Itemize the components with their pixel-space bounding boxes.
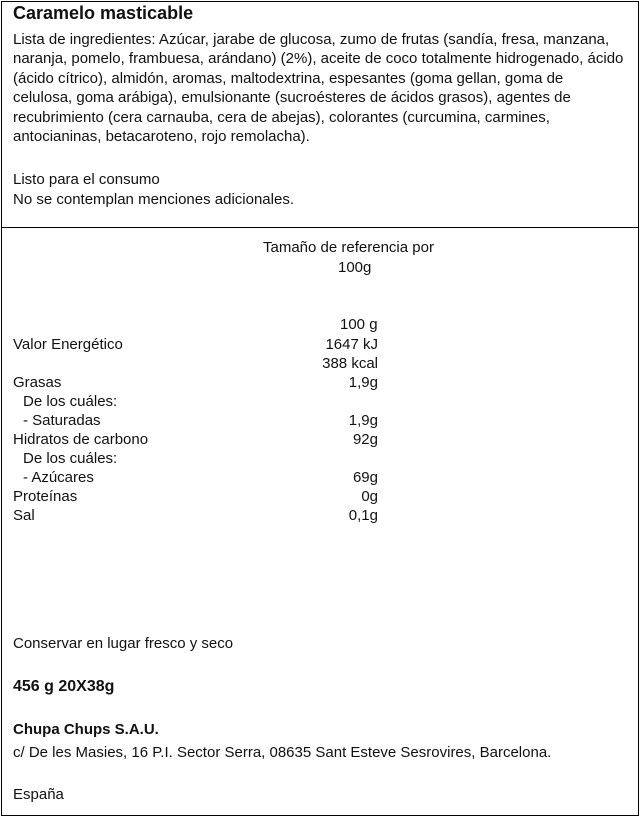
nutrient-label-protein: Proteínas bbox=[13, 488, 78, 505]
reference-size-label: Tamaño de referencia por bbox=[263, 239, 434, 256]
ingredients-list: Lista de ingredientes: Azúcar, jarabe de glucosa, zumo de frutas (sandía, fresa, manzana, naranja, pomelo, frambuesa, arándano) (2%), aceite de coco totalmente hidrogenado, ácido (ácido cítrico), almidón, aromas, maltodextrina, espesantes (goma gellan, goma de celulosa, goma arábiga), emulsionante (sucroésteres de ácidos grasos), agentes de recubrimiento (cera carnauba, cera de abejas), colorantes (curcumina, carmines, antocianinas, betacaroteno, rojo remolacha). bbox=[13, 31, 624, 146]
company-name: Chupa Chups S.A.U. bbox=[13, 721, 159, 738]
net-quantity: 456 g 20X38g bbox=[13, 678, 115, 695]
nutrient-label-salt: Sal bbox=[13, 507, 35, 524]
nutrient-value-sugars: 69g bbox=[352, 469, 378, 486]
nutrient-label-fat: Grasas bbox=[13, 374, 62, 391]
reference-size-unit: 100g bbox=[338, 259, 372, 276]
nutrient-value-fat: 1,9g bbox=[348, 374, 378, 391]
nutrient-value-saturated: 1,9g bbox=[348, 412, 378, 429]
nutrient-label-saturated: - Saturadas bbox=[23, 412, 101, 429]
nutrient-sublabel-fat: De los cuáles: bbox=[23, 393, 118, 410]
nutrient-label-carbohydrates: Hidratos de carbono bbox=[13, 431, 149, 448]
country-of-origin: España bbox=[13, 786, 64, 803]
nutrient-value-carbohydrates: 92g bbox=[352, 431, 378, 448]
product-title: Caramelo masticable bbox=[13, 3, 194, 23]
additional-mentions-note: No se contemplan menciones adicionales. bbox=[13, 191, 294, 208]
nutrient-value-salt: 0,1g bbox=[348, 507, 378, 524]
nutrient-value-protein: 0g bbox=[361, 488, 378, 505]
nutrient-label-sugars: - Azúcares bbox=[23, 469, 94, 486]
energy-kj-value: 1647 kJ bbox=[325, 336, 378, 353]
storage-instructions: Conservar en lugar fresco y seco bbox=[13, 635, 234, 652]
ready-to-eat-note: Listo para el consumo bbox=[13, 171, 160, 188]
energy-kcal-value: 388 kcal bbox=[322, 355, 378, 372]
ingredients-section bbox=[2, 2, 638, 228]
company-address: c/ De les Masies, 16 P.I. Sector Serra, 08635 Sant Esteve Sesrovires, Barcelona. bbox=[13, 744, 552, 761]
energy-label: Valor Energético bbox=[13, 336, 123, 353]
nutrient-sublabel-carbohydrates: De los cuáles: bbox=[23, 450, 118, 467]
label-sheet bbox=[1, 1, 639, 816]
column-header: 100 g bbox=[340, 316, 378, 333]
